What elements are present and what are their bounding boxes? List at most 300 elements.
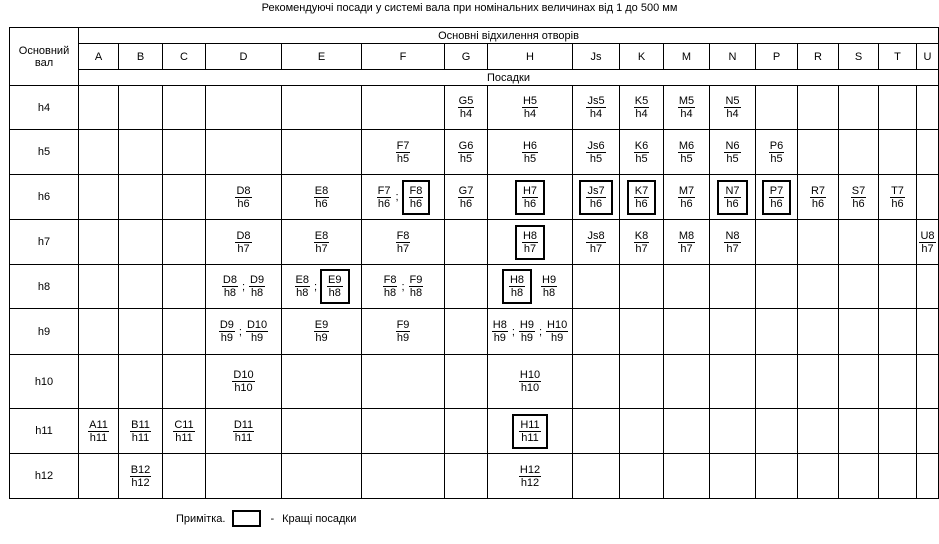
fit-shaft-tolerance: h7	[315, 242, 328, 255]
fit-cell-t	[879, 86, 917, 130]
fit-cell-t	[879, 355, 917, 409]
fit-cell-u	[917, 175, 939, 220]
fit-shaft-tolerance: h4	[680, 108, 693, 120]
fit	[677, 95, 696, 120]
fit	[129, 419, 152, 444]
fit-shaft-tolerance: h11	[131, 431, 150, 444]
table-row	[10, 409, 939, 454]
fit-hole-tolerance: H7	[522, 184, 538, 197]
fit	[677, 140, 696, 165]
fit-group	[515, 225, 545, 260]
hole-letter-f: F	[362, 44, 445, 70]
fit-group	[232, 419, 255, 444]
fit	[633, 95, 650, 120]
fit-cell-d	[206, 86, 282, 130]
fit-cell-k	[620, 355, 664, 409]
fit	[889, 185, 906, 210]
fit-cell-h	[488, 355, 573, 409]
fit-cell-e	[282, 86, 362, 130]
preferred-fit	[502, 269, 532, 304]
fit-cell-f	[362, 355, 445, 409]
preferred-fit	[320, 269, 349, 304]
fit-cell-a	[79, 309, 119, 355]
fit-cell-s	[839, 175, 879, 220]
fits-header: Посадки	[79, 70, 939, 86]
fit	[221, 274, 239, 299]
hole-letter-t: T	[879, 44, 917, 70]
preferred-fit	[717, 180, 747, 215]
fit-cell-p	[756, 130, 798, 175]
fit-cell-r	[798, 175, 839, 220]
fit-cell-r	[798, 355, 839, 409]
fit-cell-js	[573, 220, 620, 265]
fit-hole-tolerance: F9	[396, 319, 410, 331]
fit-cell-n	[710, 454, 756, 499]
fit	[232, 419, 255, 444]
fit-cell-p	[756, 409, 798, 454]
hole-letter-k: K	[620, 44, 664, 70]
fit-hole-tolerance: K7	[634, 184, 649, 197]
fit-cell-r	[798, 309, 839, 355]
fit-hole-tolerance: H5	[522, 95, 538, 107]
fit-shaft-tolerance: h8	[383, 287, 397, 299]
fit-cell-js	[573, 175, 620, 220]
fit-cell-a	[79, 454, 119, 499]
fit-cell-k	[620, 309, 664, 355]
fit-hole-tolerance: E9	[328, 274, 342, 286]
fit-shaft-tolerance: h9	[250, 332, 264, 344]
fit-cell-d	[206, 355, 282, 409]
fit-cell-p	[756, 355, 798, 409]
fit-shaft-tolerance: h6	[726, 197, 739, 210]
fit	[518, 319, 536, 344]
fit-cell-k	[620, 175, 664, 220]
fit-hole-tolerance: E8	[314, 184, 329, 197]
fit-shaft-tolerance: h8	[250, 287, 264, 299]
fit-cell-a	[79, 220, 119, 265]
fit-cell-d	[206, 265, 282, 309]
fit-shaft-tolerance: h7	[396, 242, 410, 255]
fit-cell-f	[362, 175, 445, 220]
fit-cell-f	[362, 86, 445, 130]
fit-shaft-tolerance: h8	[409, 287, 423, 299]
fit-cell-u	[917, 220, 939, 265]
fit-cell-t	[879, 265, 917, 309]
fit-group	[515, 180, 545, 215]
fit-group	[677, 95, 696, 120]
fit-cell-b	[119, 265, 163, 309]
fit-cell-h	[488, 130, 573, 175]
fit-cell-e	[282, 220, 362, 265]
fit-cell-p	[756, 175, 798, 220]
fit-hole-tolerance: Js7	[587, 184, 605, 197]
fit-hole-tolerance: C11	[174, 418, 194, 431]
fit-cell-b	[119, 130, 163, 175]
fit	[129, 464, 153, 489]
table-row	[10, 175, 939, 220]
fit-cell-a	[79, 355, 119, 409]
fit-cell-js	[573, 265, 620, 309]
fit-shaft-tolerance: h10	[234, 382, 253, 394]
fit	[313, 230, 330, 255]
fit-cell-js	[573, 355, 620, 409]
fit-cell-f	[362, 309, 445, 355]
fit-group	[723, 95, 741, 120]
fit-cell-s	[839, 309, 879, 355]
fit-cell-g	[445, 86, 488, 130]
fit-shaft-tolerance: h11	[175, 431, 193, 444]
fit-cell-h	[488, 309, 573, 355]
fit-shaft-tolerance: h5	[680, 152, 693, 165]
fit-separator: ;	[401, 280, 405, 293]
fit-hole-tolerance: P7	[769, 184, 784, 197]
fit-hole-tolerance: D10	[233, 369, 254, 381]
fit-hole-tolerance: D8	[236, 229, 251, 242]
fit-hole-tolerance: N5	[725, 95, 740, 107]
fit-group	[234, 185, 252, 210]
fit-hole-tolerance: F8	[383, 274, 397, 286]
fit-shaft-tolerance: h6	[237, 197, 250, 210]
fit-hole-tolerance: F9	[409, 274, 423, 286]
fit-cell-e	[282, 130, 362, 175]
fit-cell-c	[163, 265, 206, 309]
fits-table	[9, 27, 939, 499]
fit-group	[395, 319, 412, 344]
fit-group	[457, 95, 476, 120]
fit-cell-d	[206, 220, 282, 265]
preferred-fit	[515, 225, 545, 260]
fit-group	[850, 185, 867, 210]
fit-shaft-tolerance: h4	[589, 108, 603, 120]
table-row	[10, 130, 939, 175]
fit	[376, 185, 393, 210]
fit-cell-t	[879, 175, 917, 220]
fit-hole-tolerance: F8	[409, 184, 423, 197]
fit-group	[395, 230, 412, 255]
fit-hole-tolerance: H9	[542, 274, 557, 286]
fit-group	[313, 185, 330, 210]
fit-group	[521, 95, 539, 120]
fit-group	[294, 269, 350, 304]
shaft-cell: h12	[10, 454, 79, 499]
fit-cell-b	[119, 175, 163, 220]
fit-hole-tolerance: K5	[634, 95, 649, 107]
fit	[809, 185, 827, 210]
fit-shaft-tolerance: h5	[459, 152, 473, 165]
fit	[218, 319, 236, 344]
fit-group	[627, 180, 656, 215]
fit-cell-a	[79, 130, 119, 175]
fit-separator: ;	[538, 325, 543, 338]
fit-group	[218, 319, 269, 344]
fit-cell-g	[445, 175, 488, 220]
fit-shaft-tolerance: h8	[510, 287, 524, 299]
table-row	[10, 265, 939, 309]
fit-cell-m	[664, 86, 710, 130]
fit-cell-d	[206, 309, 282, 355]
fit-hole-tolerance: G6	[458, 139, 474, 152]
table-row	[10, 309, 939, 355]
fit-cell-r	[798, 220, 839, 265]
fit	[633, 230, 650, 255]
preferred-fit	[579, 180, 612, 215]
fit-cell-m	[664, 265, 710, 309]
fit-cell-g	[445, 454, 488, 499]
fit-cell-t	[879, 454, 917, 499]
fit-cell-b	[119, 409, 163, 454]
fit-cell-f	[362, 454, 445, 499]
preferred-fit	[627, 180, 656, 215]
fit-separator: ;	[511, 325, 515, 338]
fit-hole-tolerance: M7	[678, 184, 695, 197]
fit-hole-tolerance: B11	[131, 418, 150, 431]
fit-cell-c	[163, 220, 206, 265]
fit-cell-e	[282, 265, 362, 309]
fit-group	[521, 140, 539, 165]
fit-shaft-tolerance: h6	[811, 197, 825, 210]
fit-cell-b	[119, 309, 163, 355]
fit-cell-m	[664, 355, 710, 409]
deviation-group-header: Основні відхилення отворів	[79, 28, 939, 44]
fit	[521, 95, 539, 120]
fit-group	[221, 274, 266, 299]
fit-shaft-tolerance: h7	[635, 242, 648, 255]
fit-group	[376, 180, 431, 215]
fit-hole-tolerance: D9	[250, 274, 265, 286]
fit-shaft-tolerance: h8	[223, 287, 237, 299]
fit-cell-h	[488, 409, 573, 454]
fit-cell-r	[798, 265, 839, 309]
fit-cell-n	[710, 175, 756, 220]
fit-cell-g	[445, 409, 488, 454]
fit-cell-n	[710, 130, 756, 175]
fit-cell-u	[917, 130, 939, 175]
fit-cell-c	[163, 86, 206, 130]
hole-letter-n: N	[710, 44, 756, 70]
fit-group	[382, 274, 425, 299]
fit-group	[762, 180, 791, 215]
fit	[245, 319, 269, 344]
fit-hole-tolerance: K6	[634, 139, 649, 152]
fit-cell-f	[362, 265, 445, 309]
fit-cell-c	[163, 454, 206, 499]
fit-shaft-tolerance: h8	[296, 287, 309, 299]
fit-cell-f	[362, 130, 445, 175]
fit-hole-tolerance: E8	[314, 229, 329, 242]
fit	[585, 95, 606, 120]
fit-group	[518, 464, 542, 489]
fit-shaft-tolerance: h5	[396, 152, 410, 165]
shaft-cell: h11	[10, 409, 79, 454]
fit-shaft-tolerance: h11	[521, 431, 539, 444]
fit-cell-a	[79, 265, 119, 309]
fit-group	[172, 419, 195, 444]
fit-cell-c	[163, 409, 206, 454]
fit-shaft-tolerance: h4	[635, 108, 648, 120]
fit-cell-t	[879, 309, 917, 355]
fit-cell-s	[839, 220, 879, 265]
fit	[491, 319, 509, 344]
fit-shaft-tolerance: h11	[89, 431, 108, 444]
fit-hole-tolerance: E9	[314, 319, 329, 331]
hole-letter-u: U	[917, 44, 939, 70]
preferred-fit	[402, 180, 431, 215]
hole-letter-h: H	[488, 44, 573, 70]
fit	[457, 185, 476, 210]
fit-cell-s	[839, 130, 879, 175]
fit-cell-k	[620, 454, 664, 499]
fit-shaft-tolerance: h7	[523, 242, 537, 255]
table-row	[10, 355, 939, 409]
fit-cell-s	[839, 454, 879, 499]
hole-letter-b: B	[119, 44, 163, 70]
fit-hole-tolerance: Js6	[587, 139, 605, 152]
fit-hole-tolerance: Js8	[587, 229, 605, 242]
fit-cell-t	[879, 220, 917, 265]
fit-shaft-tolerance: h7	[726, 242, 739, 255]
fit-cell-e	[282, 309, 362, 355]
fit-cell-js	[573, 454, 620, 499]
fit-shaft-tolerance: h9	[315, 332, 328, 344]
fit-cell-h	[488, 175, 573, 220]
shaft-cell: h5	[10, 130, 79, 175]
note-dash: -	[270, 512, 275, 525]
fit-group	[129, 419, 152, 444]
fit-cell-b	[119, 355, 163, 409]
fit-group	[585, 140, 606, 165]
fit-shaft-tolerance: h6	[377, 197, 391, 210]
hole-letter-g: G	[445, 44, 488, 70]
fit-hole-tolerance: N6	[725, 139, 740, 152]
fit-hole-tolerance: N7	[725, 184, 740, 197]
fit-hole-tolerance: H9	[519, 319, 534, 331]
fit-cell-n	[710, 355, 756, 409]
fit	[234, 185, 252, 210]
fit	[521, 140, 539, 165]
fit	[248, 274, 266, 299]
fit-hole-tolerance: H11	[520, 418, 540, 431]
fit-cell-r	[798, 454, 839, 499]
preferred-fit	[762, 180, 791, 215]
fit-group	[768, 140, 785, 165]
fit-shaft-tolerance: h6	[315, 197, 328, 210]
fit-group	[677, 230, 696, 255]
fit-cell-e	[282, 454, 362, 499]
fit-hole-tolerance: F7	[396, 139, 410, 152]
fit-hole-tolerance: E8	[295, 274, 309, 286]
fit-separator: ;	[241, 280, 246, 293]
fit-cell-n	[710, 409, 756, 454]
fit-hole-tolerance: H8	[509, 274, 524, 286]
fit-cell-f	[362, 409, 445, 454]
fit-shaft-tolerance: h5	[589, 152, 603, 165]
fit-group	[889, 185, 906, 210]
fit-cell-p	[756, 86, 798, 130]
fit-cell-a	[79, 409, 119, 454]
fit-shaft-tolerance: h6	[770, 197, 783, 210]
fit	[395, 319, 412, 344]
hole-letter-js: Js	[573, 44, 620, 70]
fit-group	[677, 140, 696, 165]
fit-shaft-tolerance: h9	[396, 332, 410, 344]
fit-hole-tolerance: H10	[519, 369, 541, 381]
fit-cell-h	[488, 454, 573, 499]
fit-separator: ;	[238, 325, 242, 338]
fit-shaft-tolerance: h6	[459, 197, 473, 210]
fit-group	[313, 230, 330, 255]
fit-group	[234, 230, 252, 255]
fit-shaft-tolerance: h9	[520, 332, 534, 344]
fit-group	[512, 414, 547, 449]
fit-hole-tolerance: F7	[377, 184, 391, 197]
fit-hole-tolerance: Js5	[587, 95, 605, 107]
fit	[633, 140, 650, 165]
fit-cell-c	[163, 130, 206, 175]
fit-cell-g	[445, 130, 488, 175]
note-label: Примітка.	[176, 512, 226, 525]
fit	[172, 419, 195, 444]
fit-group	[502, 269, 558, 304]
fit-group	[677, 185, 696, 210]
fit-hole-tolerance: H6	[522, 139, 538, 152]
fit-cell-b	[119, 86, 163, 130]
fit-cell-b	[119, 454, 163, 499]
fit-cell-n	[710, 86, 756, 130]
fit-shaft-tolerance: h8	[328, 287, 341, 299]
fit	[231, 369, 255, 394]
fit-cell-c	[163, 175, 206, 220]
fit-cell-k	[620, 130, 664, 175]
fit-shaft-tolerance: h6	[852, 197, 865, 210]
fit-shaft-tolerance: h5	[635, 152, 648, 165]
fit-separator: ;	[395, 191, 399, 203]
fit-cell-s	[839, 86, 879, 130]
fit-cell-js	[573, 409, 620, 454]
fit-shaft-tolerance: h6	[523, 197, 537, 210]
fit-shaft-tolerance: h6	[891, 197, 904, 210]
fit-cell-c	[163, 355, 206, 409]
hole-letter-r: R	[798, 44, 839, 70]
fit-shaft-tolerance: h7	[589, 242, 603, 255]
fit-shaft-tolerance: h11	[234, 431, 253, 444]
fit-group	[809, 185, 827, 210]
fit-cell-p	[756, 265, 798, 309]
fit-cell-k	[620, 409, 664, 454]
fit-cell-m	[664, 130, 710, 175]
fit	[457, 140, 476, 165]
fit-cell-js	[573, 309, 620, 355]
fit-hole-tolerance: H8	[492, 319, 507, 331]
fit-shaft-tolerance: h6	[589, 197, 603, 210]
fit-cell-p	[756, 454, 798, 499]
fit-group	[457, 140, 476, 165]
fit-cell-t	[879, 409, 917, 454]
fit-cell-g	[445, 265, 488, 309]
shaft-header: Основний вал	[10, 28, 79, 86]
preferred-fit-box-icon	[232, 510, 261, 527]
fit-hole-tolerance: K8	[634, 229, 649, 242]
fit-shaft-tolerance: h12	[131, 476, 150, 489]
fit-cell-m	[664, 409, 710, 454]
fit-shaft-tolerance: h4	[726, 108, 739, 120]
fit-group	[585, 230, 606, 255]
fit-hole-tolerance: F8	[396, 229, 410, 242]
fit-cell-m	[664, 220, 710, 265]
fit-cell-k	[620, 265, 664, 309]
hole-letter-p: P	[756, 44, 798, 70]
fit	[395, 230, 412, 255]
fit-cell-c	[163, 309, 206, 355]
